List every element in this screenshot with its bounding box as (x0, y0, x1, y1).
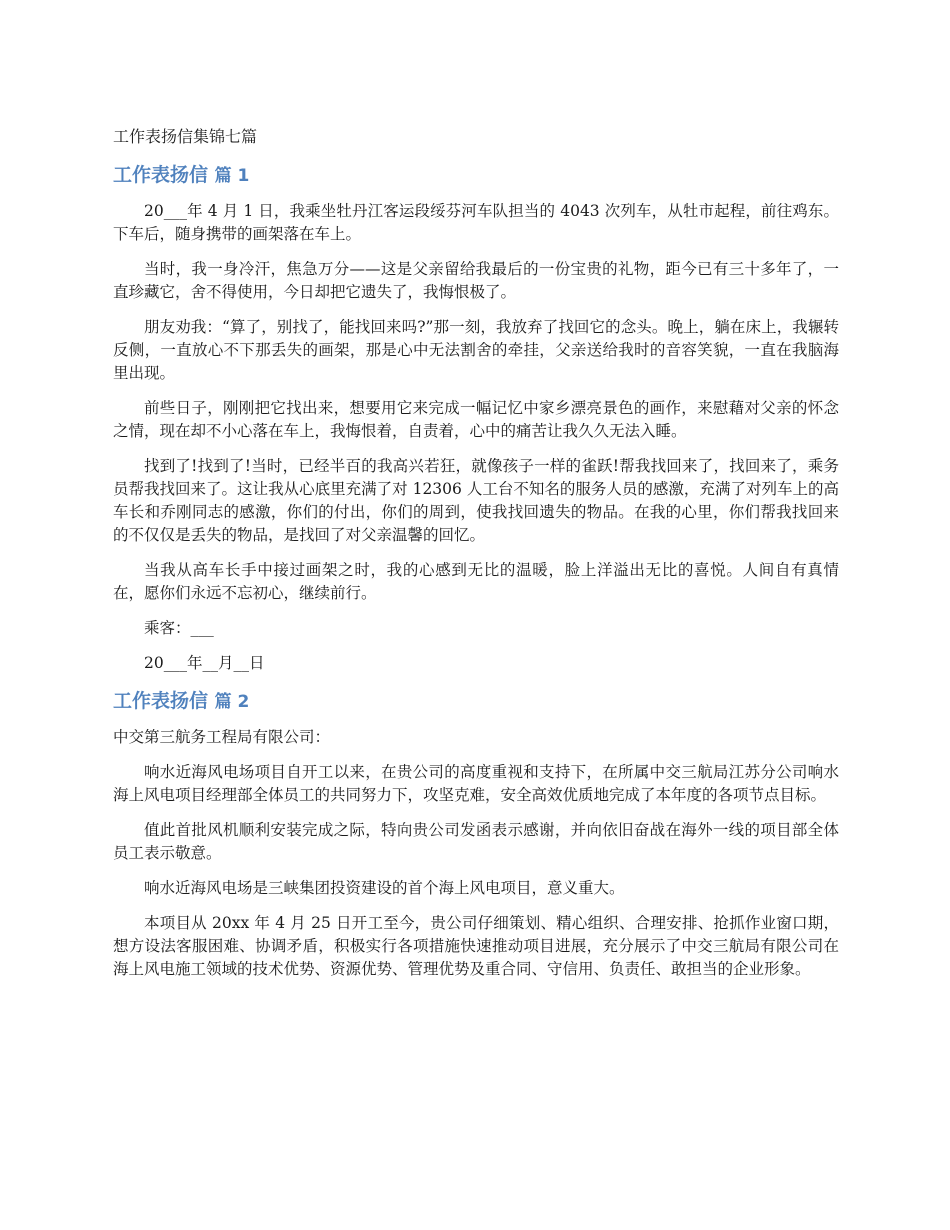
paragraph: 响水近海风电场是三峡集团投资建设的首个海上风电项目，意义重大。 (144, 879, 625, 897)
paragraph: 朋友劝我：“算了，别找了，能找回来吗?”那一刻，我放弃了找回它的念头。晚上，躺在床上，我辗转反侧，一直放心不下那丢失的画架，那是心中无法割舍的牵挂，父亲送给我时的音容笑貌，一直在我脑海里出现。 (113, 318, 839, 382)
section-number: 篇 2 (214, 692, 250, 712)
section-heading (113, 687, 839, 716)
paragraph: 响水近海风电场项目自开工以来，在贵公司的高度重视和支持下，在所属中交三航局江苏分公司响水海上风电项目经理部全体员工的共同努力下，攻坚克难，安全高效优质地完成了本年度的各项节点目标。 (113, 763, 839, 804)
section-1 (113, 161, 839, 675)
passenger-signature: 乘客：___ (144, 619, 214, 637)
salutation: 中交第三航务工程局有限公司： (113, 728, 331, 746)
paragraph: 当时，我一身冷汗，焦急万分——这是父亲留给我最后的一份宝贵的礼物，距今已有三十多年了，一直珍藏它，舍不得使用，今日却把它遗失了，我悔恨极了。 (113, 260, 839, 301)
section-number: 篇 1 (214, 166, 250, 186)
paragraph: 本项目从 20xx 年 4 月 25 日开工至今，贵公司仔细策划、精心组织、合理安排、抢抓作业窗口期，想方设法客服困难、协调矛盾，积极实行各项措施快速推动项目进展，充分展示了中交三航局有限公司在海上风电施工领域的技术优势、资源优势、管理优势及重合同、守信用、负责任、敢担当的企业形象。 (113, 914, 839, 978)
section-heading (113, 161, 839, 190)
section-heading-text: 工作表扬信 (113, 690, 209, 712)
section-heading-text: 工作表扬信 (113, 164, 209, 186)
section-2 (113, 687, 839, 981)
paragraph: 找到了!找到了!当时，已经半百的我高兴若狂，就像孩子一样的雀跃!帮我找回来了，找回来了，乘务员帮我找回来了。这让我从心底里充满了对 12306 人工台不知名的服务人员的感激，充满了对列车上的高车长和乔刚同志的感激，你们的付出，你们的周到，使我找回遗失的物品。在我的心里，你们帮我找回来的不仅仅是丢失的物品，是找回了对父亲温馨的回忆。 (113, 457, 839, 544)
document-title: 工作表扬信集锦七篇 (113, 127, 258, 146)
paragraph: 当我从高车长手中接过画架之时，我的心感到无比的温暖，脸上洋溢出无比的喜悦。人间自有真情在，愿你们永远不忘初心，继续前行。 (113, 561, 839, 602)
letter-date: 20___年__月__日 (144, 654, 265, 672)
paragraph: 20___年 4 月 1 日，我乘坐牡丹江客运段绥芬河车队担当的 4043 次列车，从牡市起程，前往鸡东。下车后，随身携带的画架落在车上。 (113, 202, 839, 243)
document-page (113, 125, 839, 993)
paragraph: 前些日子，刚刚把它找出来，想要用它来完成一幅记忆中家乡漂亮景色的画作，来慰藉对父亲的怀念之情，现在却不小心落在车上，我悔恨着，自责着，心中的痛苦让我久久无法入睡。 (113, 399, 839, 440)
paragraph: 值此首批风机顺利安装完成之际，特向贵公司发函表示感谢，并向依旧奋战在海外一线的项目部全体员工表示敬意。 (113, 821, 839, 862)
